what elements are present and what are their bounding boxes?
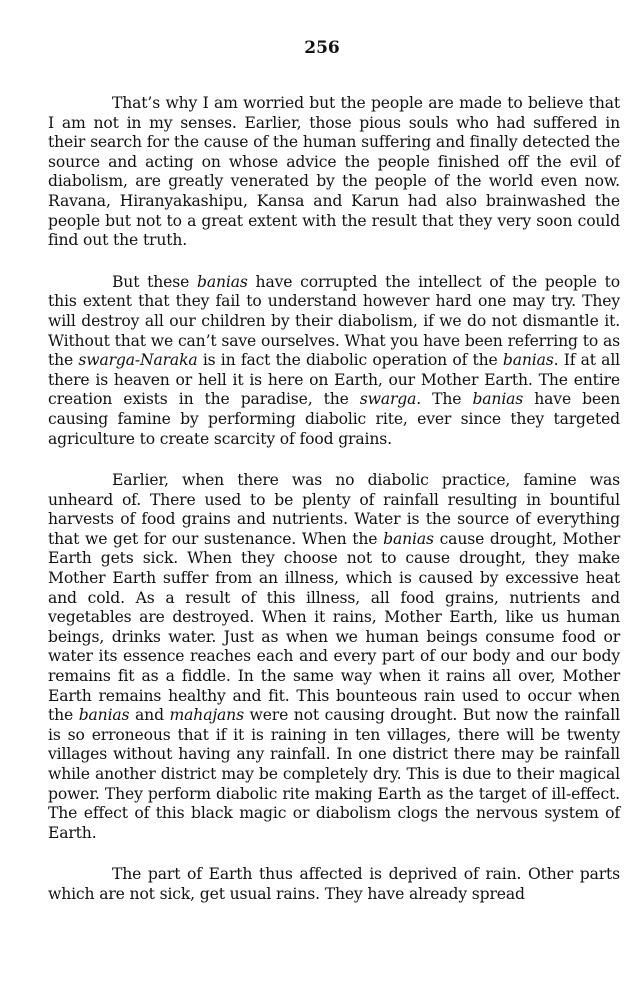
text-segment: That’s why I am worried but the people are made to believe that I am not in my senses. Earlier, those pious souls who had suffered in their search for the cause of the human suffering and finally detected the source and acting on whose advice the people finished off the evil of diabolism, are greatly venerated by the people of the world even now. Ravana, Hiranyakashipu, Kansa and Karun had also brainwashed the people but not to a great extent with the result that they very soon could find out the truth. [48, 94, 620, 250]
text-segment: were not causing drought. But now the rainfall is so erroneous that if it is raining in ten villages, there will be twenty villages without having any rainfall. In one district there may be rainfall while another district may be completely dry. This is due to their magical power. They perform diabolic rite making Earth as the target of ill-effect. The effect of this black magic or diabolism clogs the nervous system of Earth. [48, 706, 620, 842]
text-segment: Earlier, when there was no diabolic practice, famine was unheard of. There used to be plenty of rainfall resulting in bountiful harvests of food grains and nutrients. Water is the source of everything that we get for our sustenance. When the [48, 471, 620, 548]
body-text [48, 94, 620, 905]
text-segment: . The [416, 390, 473, 409]
text-segment: is in fact the diabolic operation of the [197, 351, 503, 370]
italic-term: swarga [359, 390, 417, 409]
italic-term: banias [78, 706, 130, 725]
text-segment: But these [112, 272, 197, 291]
text-segment: have corrupted the intellect of the people to this extent that they fail to understand however hard one may try. They will destroy all our children by their diabolism, if we do not dismantle it. Without that we can’t save ourselves. What you have been referring to as the [48, 272, 620, 370]
italic-term: banias [502, 351, 554, 370]
paragraph-1 [48, 94, 620, 251]
italic-term: swarga-Naraka [78, 351, 198, 370]
paragraph-3 [48, 471, 620, 843]
text-segment: have been causing famine by performing diabolic rite, ever since they targeted agriculture to create scarcity of food grains. [48, 390, 620, 448]
page-number: 256 [304, 38, 340, 58]
text-segment: and [129, 706, 170, 725]
paragraph-2 [48, 273, 620, 449]
text-segment: The part of Earth thus affected is deprived of rain. Other parts which are not sick, get usual rains. They have already spread [48, 865, 620, 903]
italic-term: banias [197, 272, 248, 291]
text-segment: . If at all there is heaven or hell it is here on Earth, our Mother Earth. The entire creation exists in the paradise, the [48, 351, 620, 409]
italic-term: banias [472, 390, 524, 409]
italic-term: mahajans [169, 706, 244, 725]
text-segment: cause drought, Mother Earth gets sick. When they choose not to cause drought, they make Mother Earth suffer from an illness, which is caused by excessive heat and cold. As a result of this illness, all food grains, nutrients and vegetables are destroyed. When it rains, Mother Earth, like us human beings, drinks water. Just as when we human beings consume food or water its essence reaches each and every part of our body and our body remains fit as a fiddle. In the same way when it rains all over, Mother Earth remains healthy and fit. This bounteous rain used to occur when the [48, 529, 621, 725]
italic-term: banias [383, 529, 434, 548]
paragraph-4 [48, 865, 620, 904]
